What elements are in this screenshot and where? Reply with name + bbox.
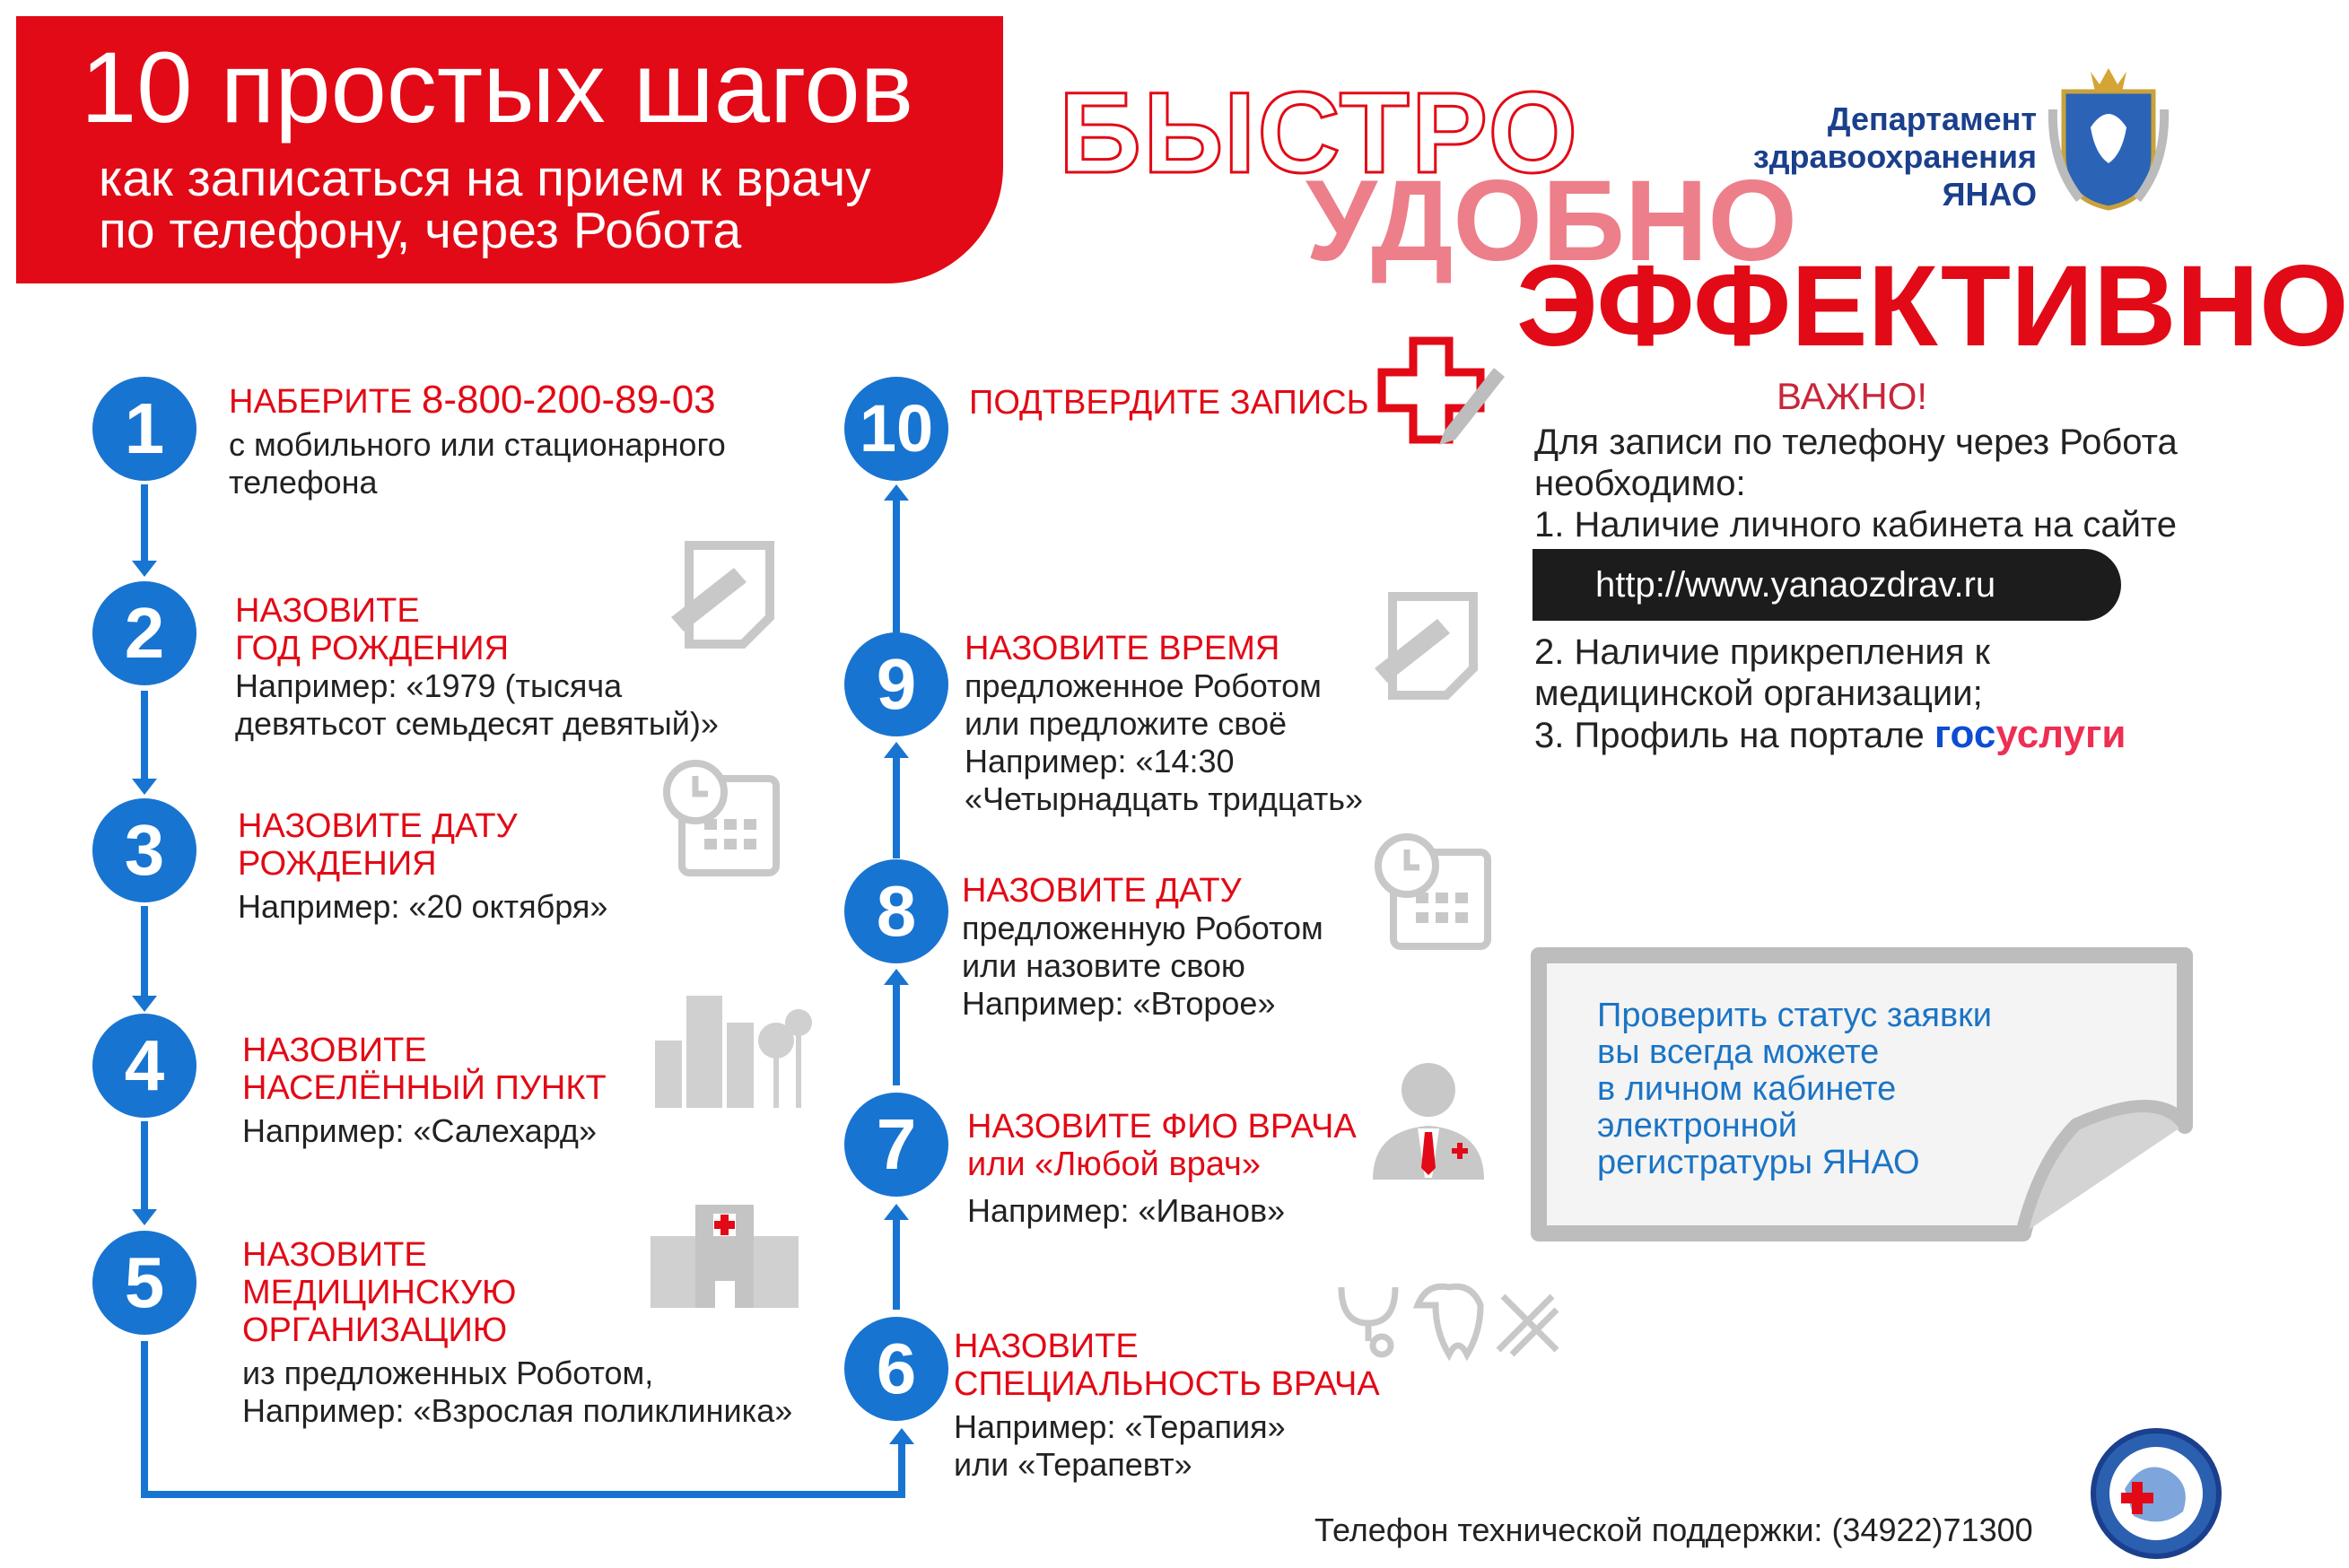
status-card-line: регистратуры ЯНАО — [1597, 1144, 1920, 1181]
step-5-line: из предложенных Роботом, — [242, 1355, 654, 1391]
slogan-convenient: УДОБНО — [1305, 157, 1797, 285]
step-9-line: «Четырнадцать тридцать» — [965, 780, 1363, 817]
subtitle-line-1: как записаться на прием к врачу — [99, 150, 871, 207]
connector-7-8 — [893, 985, 900, 1085]
gosuslugi-logo-part-1: гос — [1934, 712, 1996, 756]
important-item-3 — [1534, 714, 2126, 756]
step-1-number: 1 — [92, 377, 196, 481]
step-1-text — [229, 378, 726, 501]
step-2-line: девятьсот семьдесят девятый)» — [235, 705, 719, 742]
step-1-line: телефона — [229, 464, 378, 501]
step-6-line: Например: «Терапия» — [954, 1408, 1286, 1445]
important-intro-2: необходимо: — [1534, 464, 1746, 503]
status-card-line: электронной — [1597, 1107, 1797, 1145]
step-5-title: НАЗОВИТЕ — [242, 1236, 427, 1274]
step-10-title: ПОДТВЕРДИТЕ ЗАПИСЬ — [969, 384, 1369, 422]
important-item-3-label: 3. Профиль на портале — [1534, 716, 1934, 755]
arrow-down-icon — [132, 561, 157, 577]
step-4-title: НАЗОВИТЕ — [242, 1032, 427, 1069]
step-9-line: Например: «14:30 — [965, 743, 1235, 780]
step-8-line: или назовите свою — [962, 947, 1245, 984]
step-8-line: Например: «Второе» — [962, 985, 1276, 1022]
arrow-up-icon — [884, 484, 909, 501]
connector-5-6-up — [898, 1444, 905, 1498]
step-9-number: 9 — [844, 632, 948, 736]
important-title: ВАЖНО! — [1777, 375, 1928, 417]
connector-6-7 — [893, 1220, 900, 1310]
arrow-up-icon — [884, 1204, 909, 1220]
step-6-title: НАЗОВИТЕ — [954, 1328, 1139, 1365]
step-3-title: НАЗОВИТЕ ДАТУ — [238, 807, 518, 845]
connector-1-2 — [141, 484, 148, 561]
step-6-text — [954, 1328, 1380, 1484]
medical-tools-icon — [1332, 1278, 1566, 1359]
step-9-line: предложенное Роботом — [965, 667, 1322, 704]
support-phone: Телефон технической поддержки: (34922)71300 — [1314, 1511, 2033, 1548]
connector-5-6-horizontal — [141, 1491, 905, 1498]
step-2-title: ГОД РОЖДЕНИЯ — [235, 630, 510, 667]
medical-cross-pen-icon — [1382, 336, 1507, 449]
important-item-2b: медицинской организации; — [1534, 674, 1983, 713]
connector-5-6-down — [141, 1341, 148, 1498]
step-3-title: РОЖДЕНИЯ — [238, 845, 437, 883]
document-pencil-icon — [1366, 588, 1491, 713]
connector-9-10 — [893, 501, 900, 635]
step-7-text — [967, 1108, 1357, 1230]
connector-4-5 — [141, 1121, 148, 1209]
step-2-line: Например: «1979 (тысяча — [235, 667, 623, 704]
gosuslugi-logo-part-2: услуги — [1995, 712, 2126, 756]
website-link[interactable] — [1533, 549, 2121, 621]
step-1-phone: 8-800-200-89-03 — [421, 378, 716, 422]
document-pencil-icon — [662, 536, 788, 662]
step-7-title: НАЗОВИТЕ ФИО ВРАЧА — [967, 1108, 1357, 1146]
step-2-text — [235, 592, 719, 743]
important-item-2a: 2. Наличие прикрепления к — [1534, 632, 1991, 672]
step-6-number: 6 — [844, 1317, 948, 1421]
status-card-line: Проверить статус заявки — [1597, 997, 1993, 1034]
website-url[interactable]: http://www.yanaozdrav.ru — [1595, 565, 1996, 605]
step-4-title: НАСЕЛЁННЫЙ ПУНКТ — [242, 1069, 607, 1107]
step-8-title: НАЗОВИТЕ ДАТУ — [962, 872, 1242, 910]
status-card-line: вы всегда можете — [1597, 1033, 1880, 1071]
step-4-line: Например: «Салехард» — [242, 1112, 597, 1149]
important-item-1: 1. Наличие личного кабинета на сайте — [1534, 505, 2178, 544]
arrow-up-icon — [884, 969, 909, 985]
step-8-line: предложенную Роботом — [962, 910, 1323, 946]
step-5-title: МЕДИЦИНСКУЮ — [242, 1274, 517, 1311]
step-7-line: Например: «Иванов» — [967, 1192, 1286, 1229]
step-1-title-prefix: НАБЕРИТЕ — [229, 383, 422, 421]
step-1-title — [229, 378, 726, 422]
step-9-title: НАЗОВИТЕ ВРЕМЯ — [965, 630, 1280, 667]
calendar-clock-icon — [659, 756, 785, 882]
arrow-up-icon — [884, 742, 909, 758]
department-line-2: здравоохранения — [1752, 138, 2037, 175]
step-2-number: 2 — [92, 581, 196, 685]
city-buildings-icon — [655, 987, 816, 1108]
doctor-icon — [1373, 1058, 1485, 1180]
step-6-title: СПЕЦИАЛЬНОСТЬ ВРАЧА — [954, 1365, 1380, 1403]
status-card-text — [1597, 997, 1992, 1181]
connector-2-3 — [141, 691, 148, 779]
step-3-text — [238, 807, 607, 926]
calendar-clock-icon — [1371, 830, 1497, 955]
slogan-effective: ЭФФЕКТИВНО — [1516, 242, 2349, 370]
header-banner — [16, 16, 1003, 283]
step-9-line: или предложите своё — [965, 705, 1288, 742]
step-8-number: 8 — [844, 859, 948, 963]
connector-3-4 — [141, 906, 148, 996]
step-3-number: 3 — [92, 798, 196, 902]
arrow-down-icon — [132, 1209, 157, 1225]
step-8-text — [962, 872, 1323, 1023]
department-name — [1687, 100, 2037, 213]
department-line-3: ЯНАО — [1942, 176, 2037, 213]
arrow-down-icon — [132, 779, 157, 795]
step-3-line: Например: «20 октября» — [238, 888, 608, 925]
step-4-text — [242, 1032, 607, 1150]
step-4-number: 4 — [92, 1014, 196, 1118]
coat-of-arms-icon — [2046, 56, 2171, 217]
status-card-line: в личном кабинете — [1597, 1070, 1897, 1108]
step-2-title: НАЗОВИТЕ — [235, 592, 420, 630]
step-7-number: 7 — [844, 1093, 948, 1197]
step-5-title: ОРГАНИЗАЦИЮ — [242, 1311, 508, 1349]
step-9-text — [965, 630, 1363, 818]
page-subtitle — [99, 152, 871, 257]
hospital-icon — [651, 1200, 799, 1308]
slogan-fast: БЫСТРО — [1059, 69, 1579, 197]
step-1-line: с мобильного или стационарного — [229, 426, 726, 463]
page-title: 10 простых шагов — [81, 31, 914, 144]
arrow-up-icon — [889, 1428, 914, 1444]
connector-8-9 — [893, 758, 900, 858]
department-line-1: Департамент — [1827, 100, 2037, 137]
subtitle-line-2: по телефону, через Робота — [99, 202, 742, 259]
step-5-number: 5 — [92, 1231, 196, 1335]
step-6-line: или «Терапевт» — [954, 1446, 1192, 1483]
step-10-number: 10 — [844, 377, 948, 481]
round-logo-icon — [2089, 1426, 2223, 1561]
step-7-title: или «Любой врач» — [967, 1146, 1261, 1183]
gosuslugi-logo[interactable] — [1934, 712, 2126, 756]
important-intro-1: Для записи по телефону через Робота — [1534, 422, 2178, 462]
step-5-line: Например: «Взрослая поликлиника» — [242, 1392, 793, 1429]
arrow-down-icon — [132, 996, 157, 1012]
